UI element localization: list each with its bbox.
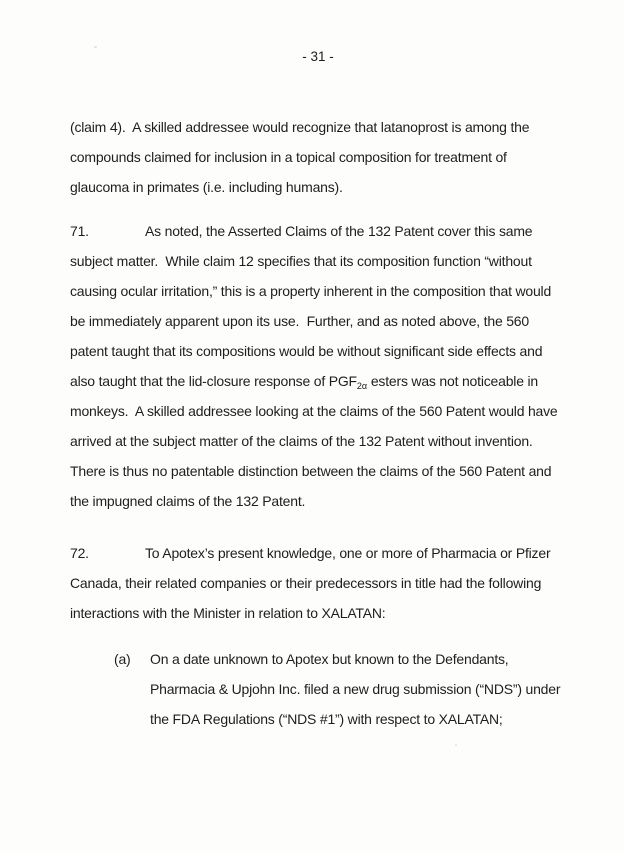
paragraph-71-number: 71. <box>70 223 89 239</box>
paragraph-72-number: 72. <box>70 545 89 561</box>
page-number: - 31 - <box>302 49 334 64</box>
pgf2a-subscript: 2α <box>356 381 368 391</box>
scan-speck <box>262 120 264 122</box>
paragraph-71-text: As noted, the Asserted Claims of the 132 Patent cover this same subject matter. While claim 12 specifies that its composition function “without causing ocular irritation,” this is a property inherent in the composition that would be immediately apparent upon its use. Further, and as noted above, the 560 patent taught that its compositions would be without significant side effects and also taught that the lid-closure response of PGF <box>70 223 555 389</box>
paragraph-continuation-text: (claim 4). A skilled addressee would recognize that latanoprost is among the compounds claimed for inclusion in a topical composition for treatment of glaucoma in primates (i.e. including humans). <box>70 119 534 195</box>
list-item-a <box>70 644 566 734</box>
scan-speck <box>94 46 97 48</box>
paragraph-72-text: To Apotex’s present knowledge, one or more of Pharmacia or Pfizer Canada, their related companies or their predecessors in title had the following interactions with the Minister in relation to XALATAN: <box>70 545 555 621</box>
paragraph-72 <box>70 538 566 628</box>
paragraph-71 <box>70 216 566 516</box>
list-item-a-marker: (a) <box>114 651 131 667</box>
paragraph-continuation <box>70 112 566 202</box>
paragraph-71-text-continued: esters was not noticeable in monkeys. A skilled addressee looking at the claims of the 560 Patent would have arrived at the subject matter of the claims of the 132 Patent without invention. There is thus no patentable distinction between the claims of the 560 Patent and the impugned claims of the 132 Patent. <box>70 373 562 509</box>
scan-speck <box>455 744 457 746</box>
scan-speck <box>88 158 90 160</box>
list-item-a-text: On a date unknown to Apotex but known to the Defendants, Pharmacia & Upjohn Inc. filed a new drug submission (“NDS”) under the FDA Regulations (“NDS #1”) with respect to XALATAN; <box>150 651 564 727</box>
